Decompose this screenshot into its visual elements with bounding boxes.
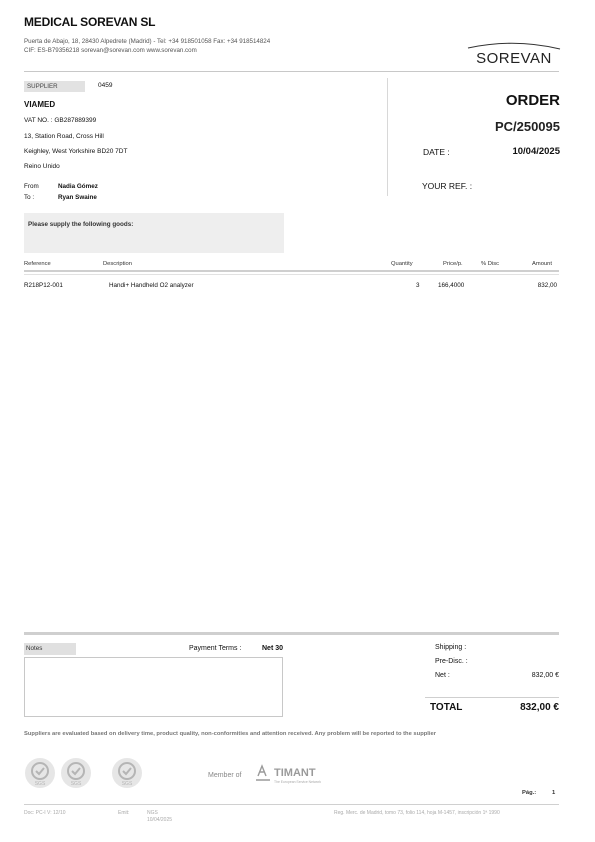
- member-of-label: Member of: [208, 772, 242, 779]
- supplier-country: Reino Unido: [24, 163, 60, 170]
- table-header-line-2: [24, 274, 559, 275]
- sgs-badge-icon: [24, 757, 56, 789]
- net-label: Net :: [435, 672, 450, 679]
- bottom-divider: [24, 804, 559, 805]
- logo-text: SOREVAN: [476, 50, 552, 67]
- supplier-vat: VAT NO. : GB287889399: [24, 117, 97, 124]
- timant-subtitle: The European Service Network: [274, 780, 322, 784]
- order-number: PC/250095: [494, 119, 560, 134]
- order-title: ORDER: [505, 92, 560, 109]
- col-price: Price/p.: [443, 261, 463, 267]
- from-value: Nadia Gómez: [58, 183, 98, 190]
- total-label: TOTAL: [430, 702, 463, 713]
- company-address: Puerta de Abajo, 18, 28430 Alpedrete (Madrid) - Tel: +34 918501058 Fax: +34 918514824: [24, 38, 271, 45]
- svg-text:SGS: SGS: [70, 781, 82, 787]
- timant-logo: [254, 758, 334, 788]
- col-disc: % Disc: [481, 261, 500, 267]
- payment-terms-label: Payment Terms :: [189, 645, 242, 652]
- doc-code: Doc: PC-I V: 12/10: [24, 810, 66, 816]
- table-header-line: [24, 270, 559, 272]
- svg-text:SGS: SGS: [121, 781, 133, 787]
- supplier-name: VIAMED: [24, 100, 56, 109]
- sorevan-logo: [462, 40, 566, 70]
- header-divider: [24, 71, 559, 72]
- supplier-tag: SUPPLIER: [24, 81, 85, 92]
- vertical-divider: [387, 78, 388, 196]
- notes-box: [24, 657, 283, 717]
- supplier-code: 0459: [98, 82, 113, 89]
- row-description: Handi+ Handheld O2 analyzer: [109, 282, 194, 289]
- emit-label: Emit:: [118, 810, 130, 816]
- supplier-address-1: 13, Station Road, Cross Hill: [24, 133, 104, 140]
- payment-terms-value: Net 30: [262, 645, 284, 652]
- total-divider: [425, 697, 559, 698]
- your-ref-label: YOUR REF. :: [422, 181, 473, 191]
- col-reference: Reference: [24, 261, 51, 267]
- page-number: 1: [552, 790, 556, 796]
- to-value: Ryan Swaine: [58, 194, 97, 201]
- registry-text: Reg. Merc. de Madrid, tomo 73, folio 114, hoja M-1457, inscripción 1ª 1990: [334, 810, 500, 816]
- row-quantity: 3: [416, 282, 420, 289]
- svg-text:SGS: SGS: [34, 781, 46, 787]
- sgs-badge-icon: [60, 757, 92, 789]
- goods-box: [24, 213, 284, 253]
- emit-date: 10/04/2025: [147, 817, 173, 823]
- emit-user: NGS: [147, 810, 158, 816]
- page-label: Pág.:: [522, 790, 537, 796]
- disclaimer: Suppliers are evaluated based on delivery time, product quality, non-conformities and attention received. Any problem will be reported to the supplier: [24, 731, 436, 737]
- timant-text: TIMANT: [274, 767, 316, 779]
- net-value: 832,00 €: [531, 672, 559, 679]
- notes-label: Notes: [24, 643, 76, 655]
- col-description: Description: [103, 261, 132, 267]
- shipping-label: Shipping :: [435, 644, 467, 651]
- row-price: 166,4000: [438, 282, 465, 289]
- company-name: MEDICAL SOREVAN SL: [24, 15, 156, 29]
- from-label: From: [24, 183, 39, 190]
- supplier-address-2: Keighley, West Yorkshire BD20 7DT: [24, 148, 128, 155]
- goods-text: Please supply the following goods:: [28, 221, 134, 228]
- company-contact: CIF: ES-B79356218 sorevan@sorevan.com www.sorevan.com: [24, 47, 197, 54]
- to-label: To :: [24, 194, 35, 201]
- col-quantity: Quantity: [391, 261, 413, 267]
- footer-divider: [24, 632, 559, 635]
- date-value: 10/04/2025: [512, 146, 560, 157]
- col-amount: Amount: [532, 261, 552, 267]
- sgs-badge-icon: [111, 757, 143, 789]
- date-label: DATE :: [423, 147, 450, 157]
- row-reference: R218P12-001: [24, 282, 63, 289]
- predisc-label: Pre-Disc. :: [435, 658, 468, 665]
- row-amount: 832,00: [537, 282, 557, 289]
- total-value: 832,00 €: [520, 702, 559, 713]
